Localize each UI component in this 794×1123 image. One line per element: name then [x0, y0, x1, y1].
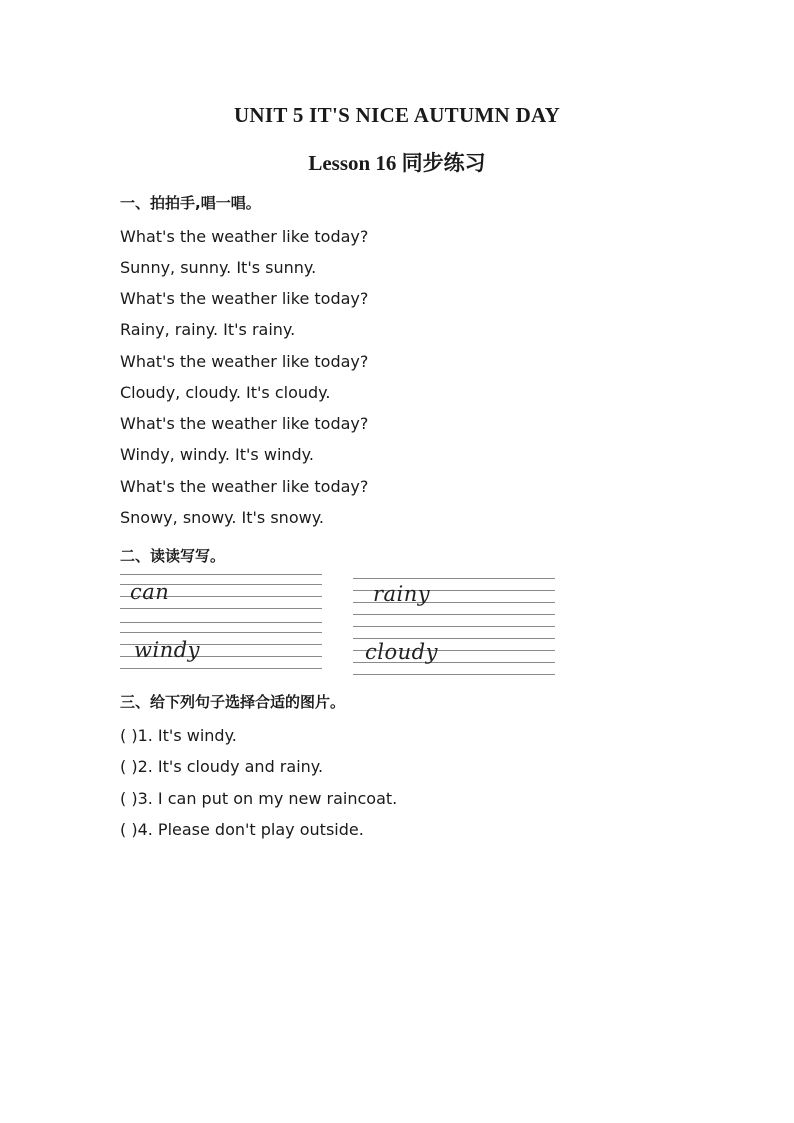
unit-title: UNIT 5 IT'S NICE AUTUMN DAY [233, 103, 561, 127]
handwritten-word-rainy: rainy [373, 582, 431, 606]
handwritten-word-windy: windy [134, 638, 201, 662]
chant-line: Rainy, rainy. It's rainy. [120, 320, 296, 339]
handwriting-box-right [353, 574, 555, 678]
section-1-heading: 一、拍拍手,唱一唱。 [120, 194, 261, 212]
chant-line: Snowy, snowy. It's snowy. [120, 508, 324, 527]
chant-line: What's the weather like today? [120, 352, 369, 371]
handwritten-word-can: can [130, 580, 170, 604]
chant-line: What's the weather like today? [120, 414, 369, 433]
chant-line: Windy, windy. It's windy. [120, 445, 314, 464]
chant-line: What's the weather like today? [120, 477, 369, 496]
handwriting-box-left [120, 574, 322, 678]
chant-line: What's the weather like today? [120, 289, 369, 308]
chant-line: What's the weather like today? [120, 227, 369, 246]
section-2-heading: 二、读读写写。 [120, 547, 226, 565]
question-item: ( )2. It's cloudy and rainy. [120, 757, 324, 776]
lesson-title: Lesson 16 同步练习 [308, 151, 486, 175]
section-3-heading: 三、给下列句子选择合适的图片。 [120, 693, 346, 711]
handwritten-word-cloudy: cloudy [365, 640, 438, 664]
chant-line: Sunny, sunny. It's sunny. [120, 258, 317, 277]
question-item: ( )4. Please don't play outside. [120, 820, 364, 839]
question-item: ( )1. It's windy. [120, 726, 237, 745]
question-item: ( )3. I can put on my new raincoat. [120, 789, 398, 808]
chant-line: Cloudy, cloudy. It's cloudy. [120, 383, 331, 402]
